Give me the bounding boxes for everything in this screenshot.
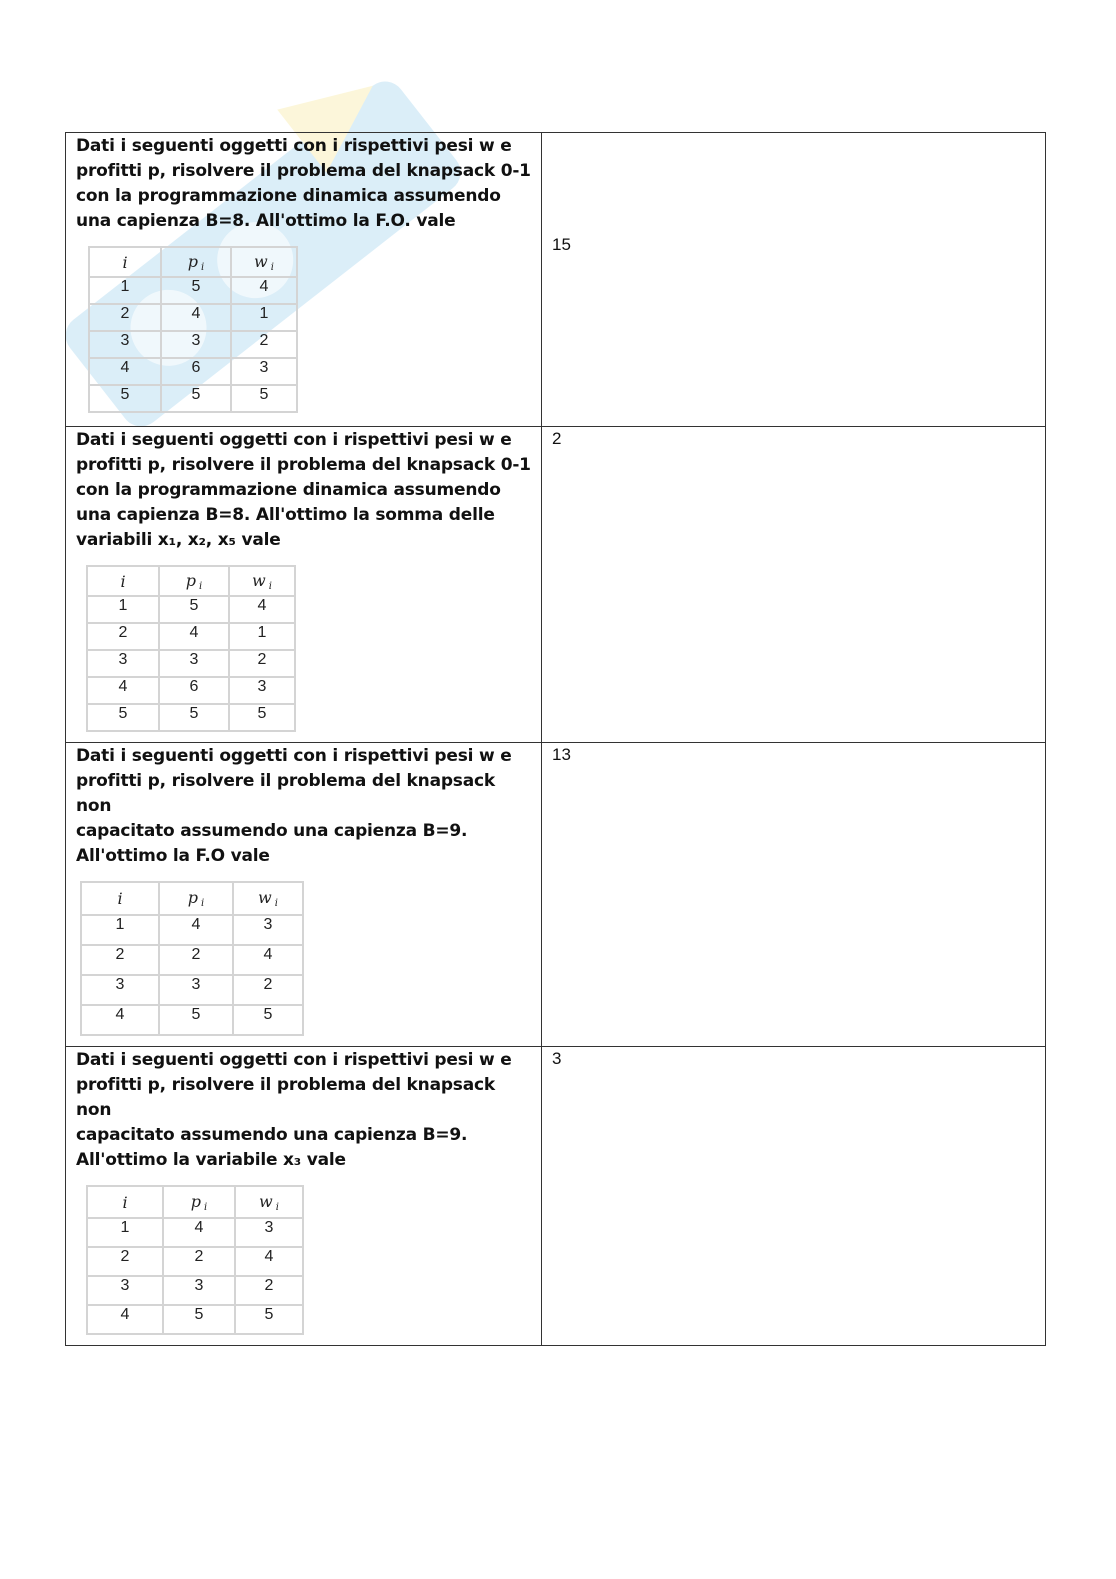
table-cell: 5 <box>163 1305 235 1334</box>
table-cell: 4 <box>81 1005 159 1035</box>
items-header-row <box>87 566 295 596</box>
table-cell: 5 <box>231 385 297 412</box>
table-cell: 3 <box>161 331 231 358</box>
items-table <box>86 565 296 732</box>
table-cell: 1 <box>229 623 295 650</box>
table-row <box>89 331 297 358</box>
table-row <box>87 623 295 650</box>
table-cell: 3 <box>87 650 159 677</box>
header-p: p $_i$ <box>159 566 229 596</box>
table-cell: 6 <box>159 677 229 704</box>
table-cell: 6 <box>161 358 231 385</box>
header-w: w $_i$ <box>231 247 297 277</box>
table-cell: 4 <box>89 358 161 385</box>
header-p: p $_i$ <box>163 1186 235 1218</box>
table-cell: 3 <box>81 975 159 1005</box>
table-cell: 2 <box>231 331 297 358</box>
table-row <box>87 677 295 704</box>
table-row <box>81 1005 303 1035</box>
table-cell: 5 <box>233 1005 303 1035</box>
table-row <box>89 277 297 304</box>
table-cell: 5 <box>161 277 231 304</box>
table-cell: 4 <box>235 1247 303 1276</box>
items-header-row <box>81 882 303 915</box>
question-text: Dati i seguenti oggetti con i rispettivi pesi w e profitti p, risolvere il problema del knapsack 0-1 con la programmazione dinamica assumendo una capienza B=8. All'ottimo la F.O. vale <box>76 136 531 231</box>
table-cell: 4 <box>231 277 297 304</box>
table-cell: 5 <box>161 385 231 412</box>
table-cell: 3 <box>159 650 229 677</box>
question-row-3 <box>66 743 1046 1047</box>
items-table <box>80 881 304 1036</box>
table-cell: 4 <box>159 915 233 945</box>
answer-value: 3 <box>552 1049 562 1068</box>
table-cell: 2 <box>229 650 295 677</box>
table-cell: 2 <box>159 945 233 975</box>
header-i: i <box>87 1186 163 1218</box>
header-w: w $_i$ <box>235 1186 303 1218</box>
table-row <box>81 945 303 975</box>
table-cell: 4 <box>87 677 159 704</box>
table-cell: 3 <box>87 1276 163 1305</box>
table-row <box>81 975 303 1005</box>
question-cell <box>66 427 542 743</box>
header-i: i <box>81 882 159 915</box>
table-cell: 2 <box>89 304 161 331</box>
answer-cell <box>542 427 1046 743</box>
table-cell: 4 <box>161 304 231 331</box>
table-row <box>89 385 297 412</box>
table-cell: 3 <box>233 915 303 945</box>
header-w: w $_i$ <box>229 566 295 596</box>
answer-cell <box>542 133 1046 427</box>
question-text: Dati i seguenti oggetti con i rispettivi pesi w e profitti p, risolvere il problema del knapsack non capacitato assumendo una capienza B=9. All'ottimo la F.O vale <box>76 746 512 866</box>
answer-value: 13 <box>552 745 571 764</box>
table-cell: 3 <box>159 975 233 1005</box>
table-cell: 5 <box>87 704 159 731</box>
table-row <box>81 915 303 945</box>
items-table <box>86 1185 304 1335</box>
table-cell: 1 <box>231 304 297 331</box>
header-i: i <box>87 566 159 596</box>
table-cell: 3 <box>163 1276 235 1305</box>
table-row <box>87 1218 303 1247</box>
table-cell: 1 <box>87 596 159 623</box>
answer-value: 2 <box>552 429 562 448</box>
table-cell: 4 <box>233 945 303 975</box>
table-cell: 5 <box>229 704 295 731</box>
table-cell: 1 <box>89 277 161 304</box>
question-cell <box>66 133 542 427</box>
header-p: p $_i$ <box>161 247 231 277</box>
table-cell: 2 <box>163 1247 235 1276</box>
table-cell: 2 <box>81 945 159 975</box>
table-row <box>87 1276 303 1305</box>
answer-value: 15 <box>552 235 571 254</box>
question-text: Dati i seguenti oggetti con i rispettivi pesi w e profitti p, risolvere il problema del knapsack non capacitato assumendo una capienza B=9. All'ottimo la variabile x₃ vale <box>76 1050 512 1170</box>
items-header-row <box>89 247 297 277</box>
question-row-1 <box>66 133 1046 427</box>
answer-cell <box>542 1047 1046 1346</box>
question-text: Dati i seguenti oggetti con i rispettivi pesi w e profitti p, risolvere il problema del knapsack 0-1 con la programmazione dinamica assumendo una capienza B=8. All'ottimo la somma delle variabili x₁, x₂, x₅ vale <box>76 430 531 550</box>
items-header-row <box>87 1186 303 1218</box>
table-cell: 5 <box>159 704 229 731</box>
question-cell <box>66 743 542 1047</box>
items-table <box>88 246 298 413</box>
table-cell: 3 <box>89 331 161 358</box>
table-row <box>89 304 297 331</box>
table-row <box>87 1305 303 1334</box>
table-cell: 2 <box>87 623 159 650</box>
table-cell: 4 <box>87 1305 163 1334</box>
table-cell: 4 <box>163 1218 235 1247</box>
table-row <box>87 650 295 677</box>
table-row <box>87 596 295 623</box>
questions-table <box>65 132 1046 1346</box>
table-cell: 4 <box>159 623 229 650</box>
table-cell: 1 <box>87 1218 163 1247</box>
table-cell: 2 <box>235 1276 303 1305</box>
table-cell: 2 <box>233 975 303 1005</box>
table-row <box>87 1247 303 1276</box>
table-cell: 3 <box>231 358 297 385</box>
table-cell: 1 <box>81 915 159 945</box>
question-cell <box>66 1047 542 1346</box>
question-row-2 <box>66 427 1046 743</box>
table-cell: 5 <box>89 385 161 412</box>
table-cell: 5 <box>235 1305 303 1334</box>
table-cell: 5 <box>159 596 229 623</box>
question-row-4 <box>66 1047 1046 1346</box>
header-w: w $_i$ <box>233 882 303 915</box>
table-cell: 3 <box>229 677 295 704</box>
table-cell: 2 <box>87 1247 163 1276</box>
table-cell: 3 <box>235 1218 303 1247</box>
table-cell: 4 <box>229 596 295 623</box>
table-cell: 5 <box>159 1005 233 1035</box>
header-p: p $_i$ <box>159 882 233 915</box>
table-row <box>87 704 295 731</box>
table-row <box>89 358 297 385</box>
header-i: i <box>89 247 161 277</box>
answer-cell <box>542 743 1046 1047</box>
